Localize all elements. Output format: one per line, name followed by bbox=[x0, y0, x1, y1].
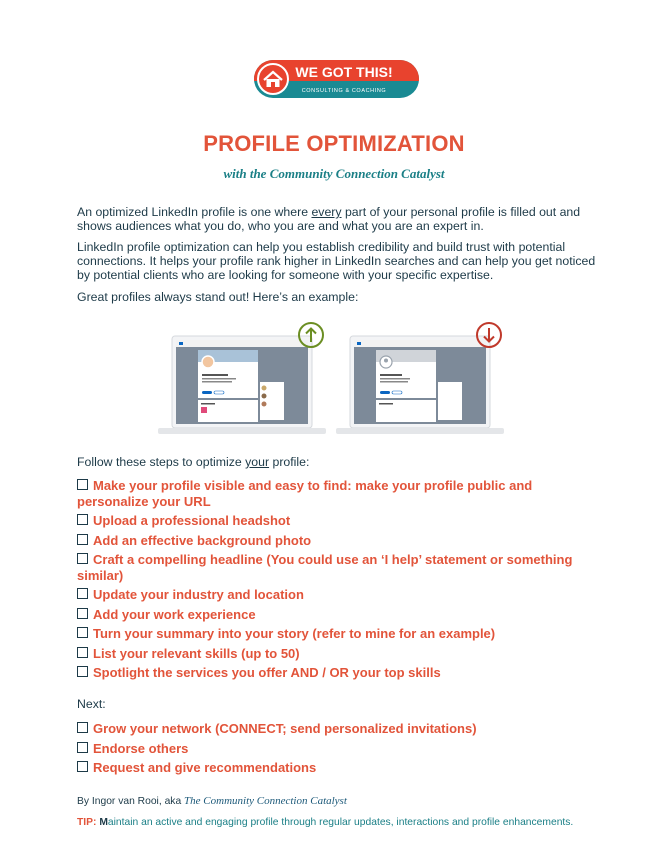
checkbox-icon[interactable] bbox=[77, 627, 88, 638]
checklist-item-text: Upload a professional headshot bbox=[93, 513, 291, 528]
checkbox-icon[interactable] bbox=[77, 514, 88, 525]
logo-brand-text: WE GOT THIS! bbox=[295, 64, 393, 80]
we-got-this-logo bbox=[254, 60, 419, 98]
checkbox-icon[interactable] bbox=[77, 761, 88, 772]
checklist-item bbox=[77, 665, 597, 681]
checklist-item bbox=[77, 721, 597, 737]
checklist-item bbox=[77, 587, 597, 603]
steps-intro-underlined: your bbox=[245, 455, 270, 469]
poor-profile-example bbox=[336, 318, 504, 438]
byline-text: By Ingor van Rooi, aka bbox=[77, 796, 185, 807]
checkbox-icon[interactable] bbox=[77, 588, 88, 599]
tip-text: aintain an active and engaging profile through regular updates, interactions and profile enhancements. bbox=[107, 817, 574, 828]
checkbox-icon[interactable] bbox=[77, 534, 88, 545]
tip-line bbox=[77, 817, 573, 828]
checklist-item-text: Add your work experience bbox=[93, 606, 256, 622]
checklist-item bbox=[77, 552, 597, 583]
checklist-item bbox=[77, 626, 597, 642]
checklist-item bbox=[77, 513, 597, 529]
checklist-item bbox=[77, 760, 597, 776]
tip-colon: : bbox=[93, 817, 100, 828]
intro-underlined-word: every bbox=[311, 205, 342, 219]
intro-paragraph-2: LinkedIn profile optimization can help you establish credibility and build trust with potential connections. It helps your profile rank higher in LinkedIn searches and can help you get noticed by potential clients who are looking for someone with your specific expertise. bbox=[77, 240, 596, 282]
page-title: PROFILE OPTIMIZATION bbox=[203, 131, 465, 156]
good-profile-example bbox=[158, 318, 326, 438]
steps-intro-text: Follow these steps to optimize bbox=[77, 455, 246, 469]
checklist-item bbox=[77, 607, 597, 623]
checkbox-icon[interactable] bbox=[77, 608, 88, 619]
tip-label: TIP bbox=[77, 817, 94, 828]
intro-text: part of your personal profile is filled out and shows audiences what you do, who you are and what you are an expert in. bbox=[77, 205, 581, 233]
checklist-item bbox=[77, 646, 597, 662]
next-label: Next: bbox=[77, 697, 106, 711]
checklist-item-text: Turn your summary into your story (refer to mine for an example) bbox=[93, 626, 496, 641]
tip-first-letter: M bbox=[99, 817, 108, 828]
checklist-item-text: Spotlight the services you offer AND / OR your top skills bbox=[93, 665, 441, 680]
checklist-item-text: Make your profile visible and easy to find: make your profile public and personalize your URL bbox=[77, 478, 533, 509]
checklist-item-text: Add an effective background photo bbox=[93, 532, 312, 548]
checklist-item bbox=[77, 741, 597, 757]
checklist-item-text: Update your industry and location bbox=[93, 587, 304, 602]
steps-checklist bbox=[77, 478, 597, 685]
checklist-item-text: Craft a compelling headline (You could use an ‘I help’ statement or something similar) bbox=[77, 552, 573, 583]
checkbox-icon[interactable] bbox=[77, 742, 88, 753]
checklist-item bbox=[77, 533, 597, 549]
steps-intro bbox=[77, 455, 597, 469]
intro-text: An optimized LinkedIn profile is one where bbox=[77, 205, 312, 219]
byline-catalyst: The Community Connection Catalyst bbox=[184, 795, 347, 807]
author-byline bbox=[77, 795, 347, 807]
intro-paragraph-3: Great profiles always stand out! Here’s an example: bbox=[77, 290, 359, 304]
logo-tagline-text: CONSULTING & COACHING bbox=[301, 88, 387, 94]
intro-paragraph-1 bbox=[77, 205, 597, 233]
checkbox-icon[interactable] bbox=[77, 722, 88, 733]
checklist-item-text: List your relevant skills (up to 50) bbox=[93, 645, 300, 661]
next-checklist bbox=[77, 721, 597, 780]
checkbox-icon[interactable] bbox=[77, 553, 88, 564]
checklist-item-text: Request and give recommendations bbox=[93, 760, 317, 775]
checkbox-icon[interactable] bbox=[77, 666, 88, 677]
checklist-item bbox=[77, 478, 597, 509]
checklist-item-text: Endorse others bbox=[93, 740, 189, 756]
checklist-item-text: Grow your network (CONNECT; send personalized invitations) bbox=[93, 721, 477, 736]
steps-intro-text: profile: bbox=[269, 455, 310, 469]
page-subtitle: with the Community Connection Catalyst bbox=[223, 166, 445, 181]
checkbox-icon[interactable] bbox=[77, 479, 88, 490]
checkbox-icon[interactable] bbox=[77, 647, 88, 658]
